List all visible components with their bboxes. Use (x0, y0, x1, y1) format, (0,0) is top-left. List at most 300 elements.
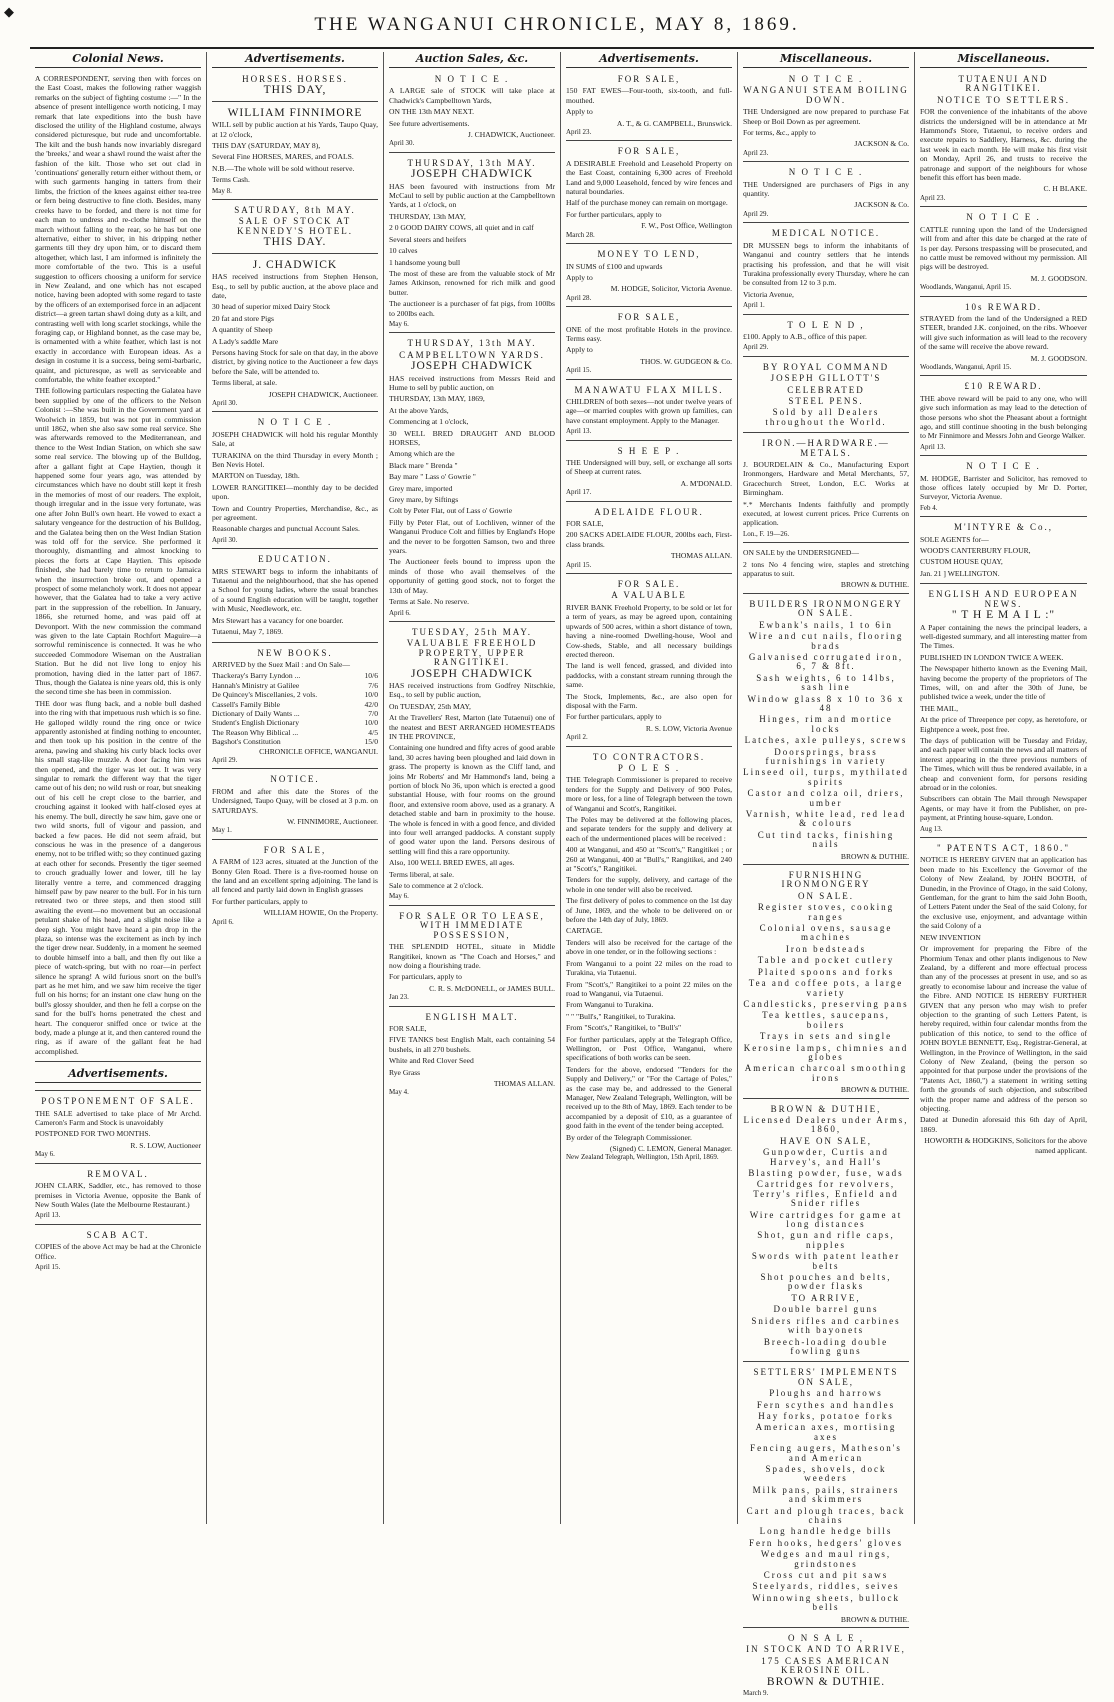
ad-subtitle: Licensed Dealers under Arms, 1860, (743, 1114, 909, 1135)
advertisement (389, 625, 555, 906)
ad-text: Tenders will also be received for the cartage of the above in one tender, or in the following sections : (566, 937, 732, 957)
ad-title: POSTPONEMENT OF SALE. (41, 1096, 195, 1107)
ad-text: RIVER BANK Freehold Property, to be sold or let for a term of years, as may be agreed upon, containing upwards of 500 acres, within a short distance of town, having a nine-roomed Dwelling-house, Wool and Cow-sheds, Stable, and all necessary buildings erected thereon. (566, 602, 732, 659)
book-title: Bagshot's Constitution (212, 737, 281, 747)
advertisement (566, 72, 732, 141)
advertisement (743, 546, 909, 594)
ad-text: COPIES of the above Act may be had at the Chronicle Office. (35, 1242, 201, 1261)
ad-text: Also, 100 WELL BRED EWES, all ages. (389, 858, 515, 868)
ad-text: Subscribers can obtain The Mail through Newspaper Agents, or may have it from the Publisher, on pre-payment, at Printing house-square, London. (920, 794, 1087, 823)
ad-text: Apply to (566, 272, 593, 282)
ad-text: Filly by Peter Flat, out of Lochliven, winner of the Wanganui Produce Colt and fillies by England's Hope and the never to be forgotten Samson, two and three years. (389, 517, 555, 556)
ad-subtitle: Wire cartridges for game at long distances (749, 1209, 903, 1230)
advertisement (566, 505, 732, 574)
ad-subtitle: JOSEPH GILLOTT'S (770, 373, 882, 384)
ad-text: THE Undersigned are now prepared to purchase Fat Sheep or Boil Down as per agreement. (743, 107, 909, 126)
ad-text: MARTON on Tuesday, 18th. (212, 471, 300, 481)
ad-text: Half of the purchase money can remain on mortgage. (566, 198, 728, 208)
ad-text: A LARGE sale of STOCK will take place at Chadwick's Campbelltown Yards, (389, 86, 555, 105)
book-title: Thackeray's Barry Lyndon ... (212, 671, 301, 681)
advertisement (920, 520, 1087, 584)
ad-text: At the Travellers' Rest, Marton (late Tutaenui) one of the neatest and BEST ARRANGED HOMESTEADS IN THE PROVINCE, (389, 713, 555, 741)
ad-title: £10 REWARD. (964, 381, 1043, 392)
ad-date: May 6. (389, 892, 409, 901)
ad-title: THURSDAY, 13th MAY. (407, 338, 537, 349)
ad-subtitle: Fencing augers, Matheson's and American (750, 1443, 902, 1463)
ad-subtitle: P O L E S . (617, 762, 681, 773)
column-6 (915, 52, 1092, 1524)
ad-date: May 8. (212, 186, 232, 195)
ad-headline: JOSEPH CHADWICK (410, 168, 534, 181)
ad-signature: M. HODGE, Solicitor, Victoria Avenue. (610, 284, 732, 294)
ad-text: Grey mare, imported (389, 483, 453, 493)
ad-text: For terms, &c., apply to (743, 128, 816, 138)
advertisement (743, 360, 909, 433)
ad-date: April 29. (212, 755, 238, 764)
ad-signature: THOMAS ALLAN. (493, 1078, 555, 1088)
advertisement (212, 203, 378, 254)
ad-text: 30 WELL BRED DRAUGHT AND BLOOD HORSES, (389, 428, 555, 447)
ad-text: Colt by Peter Flat, out of Lass o' Gowrie (389, 506, 513, 516)
ad-subtitle: CELEBRATED (787, 384, 865, 395)
ad-text: SOLE AGENTS for— (920, 534, 989, 544)
book-title: De Quincey's Miscellanies, 2 vols. (212, 690, 318, 700)
advertisement (566, 577, 732, 747)
ad-title: BUILDERS IRONMONGERY ON SALE. (749, 598, 903, 619)
price-row (212, 681, 378, 690)
advertisement (920, 300, 1087, 377)
ad-date: May 6. (389, 319, 409, 328)
ad-subtitle: Ploughs and harrows (769, 1388, 883, 1399)
ad-date: April 23. (743, 148, 769, 157)
ad-text: FOR SALE, (566, 519, 604, 529)
ad-text: The Auctioneer feels bound to impress upon the minds of those who avail themselves of the opportunity of getting good stock, not to forget the 13th of May. (389, 557, 555, 595)
section-heading: Advertisements. (35, 1067, 201, 1083)
advertisement (212, 415, 378, 549)
ad-subtitle: Swords with patent leather belts (751, 1251, 901, 1271)
ad-text: At the above Yards, (389, 405, 449, 415)
ad-text: CHILDREN of both sexes—not under twelve years of age—or married couples with grown up families, can have constant employment. Apply to the Manager. (566, 396, 732, 425)
ad-text: ON SALE by the UNDERSIGNED— (743, 548, 860, 558)
ad-text: Town and Country Properties, Merchandise, &c., as per agreement. (212, 503, 378, 523)
ad-subtitle: Double barrel guns (773, 1304, 879, 1315)
price-row (212, 671, 378, 680)
ad-text: FROM and after this date the Stores of the Undersigned, Taupo Quay, will be closed at 3 p.m. on SATURDAYS. (212, 786, 378, 815)
ad-subtitle: Tea and coffee pots, a large variety (748, 978, 904, 998)
ad-signature: JACKSON & Co. (854, 200, 909, 210)
ad-text: At the price of Threepence per copy, as heretofore, or Eightpence a week, post free. (920, 715, 1087, 734)
ad-subtitle: Wire and cut nails, flooring brads (748, 631, 904, 651)
ad-text: THIS DAY (SATURDAY, MAY 8), (212, 141, 321, 151)
ad-title: MONEY TO LEND, (597, 249, 701, 260)
ad-text: POSTPONED FOR TWO MONTHS. (35, 1129, 151, 1139)
advertisement (743, 226, 909, 314)
ad-text: The first delivery of poles to commence on the 1st day of June, 1869, and the whole to be delivered on or before the 14th day of July, 1869. (566, 896, 732, 925)
advertisement (566, 144, 732, 244)
ad-signature: M. J. GOODSON. (1030, 273, 1087, 283)
ad-signature: R. S. LOW, Auctioneer (130, 1140, 201, 1150)
column-heading: Miscellaneous. (920, 52, 1087, 68)
ad-text: JOSEPH CHADWICK will hold his regular Monthly Sale, at (212, 429, 378, 449)
ad-subtitle: Table and pocket cutlery (757, 955, 895, 966)
ad-title: BROWN & DUTHIE, (770, 1103, 882, 1114)
book-price: 10/0 (364, 718, 378, 728)
advertisement (743, 436, 909, 543)
ad-text: STRAYED from the land of the Undersigned a RED STEER, branded J.K. conjoined, on the ribs. Whoever will give such information as will lead to the recovery of the same will receive the above reward. (920, 313, 1087, 352)
ad-text: For further particulars, apply to (212, 896, 308, 906)
ad-text: The Newspaper hitherto known as the Evening Mail, having become the property of the proprietors of The Times, will, on and after the 30th of June, be published twice a week, under the title of (920, 664, 1087, 702)
column-heading: Advertisements. (566, 52, 732, 68)
ad-signature: CHRONICLE OFFICE, WANGANUI. (259, 746, 378, 756)
ad-text: A CORRESPONDENT, serving then with forces on the East Coast, makes the following rather waggish remarks on the subject of fighting costume :—" In the absence of present intelligence worth noticing, I may remark that late expeditions into the bush have disclosed the utility of the Highland costume, always considered picturesque, but rude and uncomfortable. The kilt and the bush hands now invariably disregard the 'breeks,' and wear a shawl round the waist after the fashion of the kilt. Those who set out clad in 'continuations' generally return either without them, or with such garments hanging in tatters from their limbs, the friction of the knees against either tea-tree or fern being destructive to fine cloth. Besides, many creeks have to be forded, and there is not time for each man to undress and re-clothe himself on the march without falling to the rear, so he has but one alternative, either to shiver, in his dripping nether garments till they dry upon him, or to discard them altogether, which last, I am informed is infinitely the more comfortable of the two. This is a useful suggestion to officers choosing a uniform for service in New Zealand, and one which has not escaped notice, having been adopted with some regard to taste by the officers of an extemporised force in an adjacent district—a green tartan shawl doing duty as a kilt, and contrasting well with long scarlet stockings, while the foraging cap, or Highland bonnet, as the case may be, is ornamented with a white feather, which last is not exactly in accordance with European ideas. As a design in costume it is a success, being semi-barbaric, quaint, and picturesque, as well as serviceable and comfortable, the white feather excepted." (35, 74, 201, 384)
column-1 (30, 52, 207, 1524)
ad-text: 20 fat and store Pigs (212, 313, 275, 323)
book-title: Dictionary of Daily Wants ... (212, 708, 300, 718)
ad-text: £100. Apply to A.B., office of this paper. (743, 331, 867, 341)
ad-text: THE MAIL, (920, 703, 958, 713)
ad-headline: " T H E M A I L :" (951, 609, 1056, 622)
ad-subtitle: HAVE ON SALE, (779, 1135, 873, 1146)
advertisement (389, 1010, 555, 1101)
column-heading: Advertisements. (212, 52, 378, 68)
ad-subtitle: Iron bedsteads (785, 943, 867, 954)
column-3 (384, 52, 561, 1524)
ad-title: TUESDAY, 25th MAY. (411, 626, 533, 637)
ad-subtitle: Doorsprings, brass furnishings in variety (765, 746, 887, 766)
book-title: Hannah's Ministry at Galilee (212, 680, 300, 690)
ad-subtitle: NOTICE TO SETTLERS. (937, 94, 1070, 105)
ad-subtitle: STEEL PENS. (788, 395, 864, 406)
ad-text: 200 SACKS ADELAIDE FLOUR, 200lbs each, First-class brands. (566, 530, 732, 549)
ad-text: Several steers and heifers (389, 234, 467, 244)
ad-signature: C. R. S. McDONELL, or JAMES BULL. (429, 983, 555, 993)
ad-text: HAS received instructions from Stephen Henson, Esq., to sell by public auction, at the above place and date, (212, 272, 378, 300)
ad-subtitle: Sold by all Dealers throughout the World. (765, 407, 887, 427)
ad-title: BY ROYAL COMMAND (762, 361, 890, 372)
ad-subtitle: Fern hooks, hedgers' gloves (748, 1537, 904, 1548)
ad-subtitle: Varnish, white lead, red lead & colours (745, 809, 907, 829)
ad-title: ENGLISH AND EUROPEAN NEWS. (928, 589, 1079, 609)
advertisement (743, 1365, 909, 1628)
advertisement (743, 1631, 909, 1701)
ad-text: For further particulars, apply to (566, 712, 662, 722)
column-2 (207, 52, 384, 1524)
ad-text: THE Undersigned will buy, sell, or exchange all sorts of Sheep at current rates. (566, 458, 732, 477)
ad-headline: THIS DAY. (263, 236, 327, 249)
ad-date: Jan 23. (389, 993, 409, 1002)
ad-title: N O T I C E . (966, 212, 1041, 223)
ad-signature: BROWN & DUTHIE. (840, 1085, 909, 1095)
ad-title: TUTAENUI AND RANGITIKEI. (958, 74, 1049, 94)
ad-text: JOHN CLARK, Saddler, etc., has removed to those premises in Victoria Avenue, opposite the Bank of New South Wales (late the Melbourne Restaurant.) (35, 1181, 201, 1209)
ad-text: For further particulars, apply to (566, 209, 662, 219)
ad-date: April 30. (212, 535, 238, 544)
ad-text: Apply to (566, 107, 593, 117)
ad-title: O N S A L E , (788, 1633, 864, 1644)
ad-text: A DESIRABLE Freehold and Leasehold Property on the East Coast, containing 6,300 acres of Freehold Land and 9,000 Leasehold, fenced by wire fences and natural boundaries. (566, 158, 732, 197)
ad-title: SETTLERS' IMPLEMENTS ON SALE, (753, 1367, 899, 1387)
advertisement (743, 868, 909, 1099)
advertisement (35, 1167, 201, 1225)
ad-subtitle: Shot pouches and belts, powder flasks (760, 1272, 892, 1292)
ad-date: April 15. (35, 1262, 61, 1271)
ad-text: The most of these are from the valuable stock of Mr James Atkinson, renowned for rich milk and good butter. (389, 268, 555, 297)
book-title: Cassell's Family Bible (212, 699, 281, 709)
ad-subtitle: Hinges, rim and mortice locks (759, 714, 893, 734)
ad-signature: BROWN & DUTHIE. (840, 1614, 909, 1624)
ad-text: Black mare " Brenda " (389, 460, 458, 470)
ad-date: Feb 4. (920, 503, 938, 512)
ad-subtitle: A VALUABLE (611, 590, 687, 601)
ad-signature: J. CHADWICK, Auctioneer. (467, 130, 555, 140)
ad-date: April 29. (743, 343, 769, 352)
ad-title: T O L E N D , (787, 319, 865, 330)
column-heading: Miscellaneous. (743, 52, 909, 68)
ad-signature: BROWN & DUTHIE. (840, 851, 909, 861)
ad-title: M'INTYRE & Co., (953, 522, 1054, 533)
ad-text: See future advertisements. (389, 118, 470, 128)
ad-subtitle: Cut tind tacks, finishing nails (757, 829, 895, 850)
book-price: 15/0 (364, 737, 378, 747)
ad-text: CUSTOM HOUSE QUAY, (920, 557, 1003, 567)
ad-title: FOR SALE, (617, 312, 681, 323)
ad-subtitle: Blasting powder, fuse, wads (748, 1168, 904, 1178)
ad-text: 400 at Wanganui, and 450 at "Scott's," Rangitikei ; or 260 at Wanganui, 400 at "Bull's," Rangitikei, and 240 at "Scott's," Rangitikei. (566, 845, 732, 874)
ad-subtitle: ON SALE. (798, 890, 854, 901)
ad-title: NOTICE. (270, 774, 320, 785)
ad-date: April 13. (35, 1211, 61, 1220)
ad-text: A FARM of 123 acres, situated at the Junction of the Bonny Glen Road. There is a five-roomed house on the land and an excellent spring adjoining. The land is all fenced and partly laid down in English grasses (212, 857, 378, 895)
ad-text: Terms at Sale. No reserve. (389, 597, 470, 607)
ad-date: March 28. (566, 230, 595, 239)
ad-subtitle: Colonial ovens, sausage machines (759, 923, 893, 943)
ad-title: N O T I C E . (434, 74, 510, 84)
masthead-rule (30, 47, 1094, 49)
ad-text: Dated at Dunedin aforesaid this 6th day of April, 1869. (920, 1115, 1087, 1134)
ad-headline: THIS DAY, (263, 84, 327, 97)
ad-subtitle: Window glass 8 x 10 to 36 x 48 (747, 693, 905, 713)
ad-text: By order of the Telegraph Commissioner. (566, 1132, 692, 1142)
ad-text: Among which are the (389, 449, 455, 459)
ad-title: NEW BOOKS. (257, 647, 333, 658)
advertisement (212, 646, 378, 770)
ad-subtitle: Ewbank's nails, 1 to 6in (759, 619, 893, 630)
ad-title: REMOVAL. (87, 1168, 149, 1179)
ad-title: FOR SALE, (617, 74, 681, 84)
ad-text: Grey mare, by Siftings (389, 495, 459, 505)
ad-subtitle: Cart and plough traces, back chains (746, 1505, 906, 1525)
ad-date: April 13. (920, 442, 946, 451)
ad-text: From "Scott's," Rangitikei, to "Bull's" (566, 1023, 682, 1033)
ad-title: FOR SALE. (617, 579, 681, 590)
ad-title: IRON.—HARDWARE.—METALS. (762, 438, 890, 458)
ad-signature: A. M'DONALD. (680, 478, 732, 488)
ad-date: New Zealand Telegraph, Wellington, 15th April, 1869. (566, 1153, 719, 1162)
ad-subtitle: Hay forks, potatoe forks (758, 1410, 894, 1421)
ad-text: A Paper containing the news the principal leaders, a well-digested summary, and all interesting matter from The Times. (920, 622, 1087, 651)
ad-date: Woodlands, Wanganui, April 15. (920, 283, 1012, 292)
ad-subtitle: Register stoves, cooking ranges (757, 902, 895, 922)
ad-date: April 17. (566, 488, 592, 497)
ad-title: " PATENTS ACT, 1860." (936, 843, 1071, 854)
advertisement (212, 552, 378, 642)
ad-date: April 29. (743, 209, 769, 218)
ad-text: WILL sell by public auction at his Yards, Taupo Quay, at 12 o'clock, (212, 120, 378, 139)
book-price: 7/6 (368, 680, 378, 690)
ad-subtitle: SALE OF STOCK AT KENNEDY'S HOTEL. (236, 216, 354, 236)
ad-subtitle: Tea kettles, saucepans, boilers (762, 1010, 890, 1030)
ad-text: 150 FAT EWES—Four-tooth, six-tooth, and full-mouthed. (566, 86, 732, 105)
advertisement (389, 156, 555, 334)
ad-subtitle: Candlesticks, preserving pans (743, 998, 909, 1009)
ad-signature: THOMAS ALLAN. (670, 551, 732, 561)
ad-date: May 4. (389, 1088, 409, 1097)
ad-signature: BROWN & DUTHIE. (840, 580, 909, 590)
ad-text: NOTICE IS HEREBY GIVEN that an application has been made to his Excellency the Governor of the Colony of New Zealand, by JOHN BOOTH, of Dunedin, in the Province of Otago, in the said Colony, Gentleman, for the grant to him the said John Booth, of Letters Patent under the Seal of the said Colony, for the exclusive use, enjoyment, and advantage within the said Colony of a (920, 855, 1087, 931)
ad-title: MEDICAL NOTICE. (771, 228, 881, 239)
advertisement (212, 772, 378, 839)
ad-subtitle: VALUABLE FREEHOLD PROPERTY, UPPER RANGITIKEI. (406, 638, 538, 668)
ad-text: Rye Grass (389, 1067, 421, 1077)
price-row (212, 700, 378, 709)
ad-title: ADELAIDE FLOUR. (594, 506, 704, 517)
ad-subtitle: Breech-loading double fowling guns (763, 1336, 889, 1356)
ad-subtitle: Plaited spoons and forks (757, 966, 895, 977)
ad-date: April 2. (566, 733, 588, 742)
column-heading: Colonial News. (35, 52, 201, 68)
ad-title: N O T I C E . (788, 167, 864, 178)
ad-date: April 15. (566, 366, 592, 375)
ad-subtitle: Sniders rifles and carbines with bayonets (751, 1315, 901, 1336)
ad-text: THURSDAY, 13th MAY, 1869, (389, 394, 485, 404)
ad-text: Containing one hundred and fifty acres of good arable land, 30 acres having been ploughed and laid down in grass. The property is known as the Cliff land, and joins Mr Roberts' and Mr Hammond's land, being a portion of block No 36, upon which is erected a good substantial House, with four rooms on the ground floor, and extensive room above, used as a granary. A detached stable and barn in proximity to the house. The whole is fenced in with a good fence, and divided into four well arranged paddocks. A constant supply of good water upon the land. Persons desirous of settling will find this a rare opportunity. (389, 743, 555, 856)
ad-subtitle: Shot, gun and rifle caps, nipples (757, 1230, 895, 1250)
ad-text: Terms liberal, at sale. (212, 378, 278, 388)
ad-text: White and Red Clover Seed (389, 1056, 474, 1066)
price-row (212, 690, 378, 699)
ad-text: CATTLE running upon the land of the Undersigned will from and after this date be charged at the rate of 1s per day. Persons trespassing will be prosecuted, and no cattle must be removed without my permission. All pigs will be destroyed. (920, 224, 1087, 272)
ad-subtitle: Winnowing sheets, bullock bells (752, 1592, 900, 1613)
advertisement (389, 72, 555, 153)
ad-text: THE above reward will be paid to any one, who will give such information as may lead to the detection of those persons who shot the Pheasant about a fortnight ago, and still continue shooting in the bush belonging to Mr Finnimore and Messrs John and George Walker. (920, 393, 1087, 441)
ad-text: Several Fine HORSES, MARES, and FOALS. (212, 152, 354, 162)
ad-text: THE Telegraph Commissioner is prepared to receive tenders for the Supply and Delivery of 900 Poles, more or less, for a line of Telegraph between the town of Wanganui and Scott's, Rangitikei. (566, 775, 732, 813)
ad-title: FOR SALE OR TO LEASE, WITH IMMEDIATE POSSESSION, (399, 910, 545, 940)
ad-text: Sale to commence at 2 o'clock. (389, 881, 484, 891)
ad-headline: WILLIAM FINNIMORE (227, 106, 363, 119)
ad-date: Lon., F. 19—26. (743, 529, 790, 538)
ad-title: FOR SALE, (263, 844, 327, 855)
column-5 (738, 52, 915, 1698)
ad-subtitle: TO ARRIVE, (791, 1292, 861, 1303)
advertisement (212, 843, 378, 930)
advertisement (920, 210, 1087, 296)
ad-subtitle: WANGANUI STEAM BOILING DOWN. (743, 85, 909, 105)
advertisement (566, 383, 732, 441)
advertisement (743, 318, 909, 357)
ad-text: ARRIVED by the Suez Mail : and On Sale— (212, 659, 350, 669)
ad-text: Jan. 21 ] WELLINGTON. (920, 568, 1000, 578)
ad-text: From Wanganui to a point 22 miles on the road to Turakina, via Tutaenui. (566, 958, 732, 978)
ad-text: M. HODGE, Barrister and Solicitor, has removed to those offices lately occupied by Mr D. Porter, Surveyor, Victoria Avenue. (920, 473, 1087, 502)
ad-headline: JOSEPH CHADWICK (410, 360, 534, 373)
ad-text: Terms Cash. (212, 175, 250, 185)
advertisement (920, 72, 1087, 207)
advertisement (389, 336, 555, 622)
ad-text: Mrs Stewart has a vacancy for one boarder. (212, 615, 344, 625)
ad-subtitle: 175 CASES AMERICAN KEROSINE OIL. (761, 1655, 891, 1676)
ad-text: J. BOURDELAIN & Co., Manufacturing Export Ironmongers, Hardware and Metal Merchants, 57, Gracechurch Street, London, E.C. Works at Birmingham. (743, 460, 909, 498)
ad-title: EDUCATION. (258, 554, 332, 565)
ad-date: May 6. (35, 1150, 55, 1159)
columns (30, 52, 1096, 1698)
ad-subtitle: Spades, shovels, dock weeders (765, 1463, 887, 1484)
ad-date: April 30. (389, 139, 415, 148)
ad-text: For further particulars, apply at the Telegraph Office, Wellington, or Post Office, Wanganui, where specifications of both works can be seen. (566, 1034, 732, 1063)
ad-text: MRS STEWART begs to inform the inhabitants of Tutaenui and the neighbourhood, that she has opened a School for young ladies, where the usual branches of a sound English education will be taught, together with Music, Needlework, etc. (212, 566, 378, 614)
page-mark: ◆ (4, 4, 14, 19)
ad-title: 10s REWARD. (964, 301, 1042, 312)
advertisement (566, 750, 732, 1166)
ad-text: Tenders for the supply, delivery, and cartage of the whole in one tender will also be received. (566, 875, 732, 894)
ad-subtitle: Linseed oil, turps, mythilated spirits (743, 767, 909, 787)
ad-date: April 1. (743, 301, 765, 310)
ad-subtitle: Trays in sets and single (759, 1031, 893, 1042)
advertisement (566, 444, 732, 502)
ad-subtitle: IN STOCK AND TO ARRIVE, (746, 1644, 906, 1655)
ad-text: LOWER RANGITIKEI—monthly day to be decided upon. (212, 482, 378, 502)
price-row (212, 728, 378, 737)
ad-text: THURSDAY, 13th MAY, (389, 211, 466, 221)
ad-signature: HOWORTH & HODGKINS, Solicitors for the above named applicant. (924, 1136, 1087, 1155)
ad-text: THE SPLENDID HOTEL, situate in Middle Rangitikei, known as "The Coach and Horses," and now doing a flourishing trade. (389, 942, 555, 970)
book-price: 42/0 (364, 699, 378, 709)
ad-signature: (Signed) C. LEMON, General Manager. (609, 1144, 732, 1153)
ad-title: THURSDAY, 13th MAY. (407, 157, 537, 168)
ad-text: THE following particulars respecting the Galatea have been supplied by one of the officers to the Nelson Colonist :—She was built in the Government yard at Woolwich in 1859, but was not put in commission until 1862, when she also saw some real service. She was afterwards removed to the Mediterranean, and thence to the West Indian Station, on which she saw some real service. The blowing up of the Bulldog, after a gallant fight at Cape Haytien, though it happened some four years ago, was attended by circumstances which have no doubt still kept it fresh in the memories of most of our readers. The exploit, though irregular and in the issue very fortunate, was one after John Bull's own heart. He vowed to exact a salutary vengeance for the destruction of his Bulldog, and the Galatea being then on the West Indian Station was told off for the service. She performed it thoroughly, dismantling and almost knocking to pieces the forts at Cape Haytien. This episode finished, she had barely time to return to Jamaica when the insurrection broke out, and opened a prospect of some melancholy work. It does not appear however, that the Galatea had to take a very active part in the suppression of the rebellion. In January, 1866, she returned home, and was paid off at Devonport. With the new commission the command was given to the late Captain Rochfort Maguire—a sorrowful reminiscence is connected. It was he who succeeded Commodore Wiseman on the Australian Station. But he did not live long to enjoy his promotion, having died in the latter part of 1867. Thus, though the Galatea is nine years old, this is only the second time she has been in commission. (35, 386, 201, 697)
ad-subtitle: Milk pans, pails, strainers and skimmers (752, 1484, 900, 1505)
ad-text: Persons having Stock for sale on that day, in the above district, by giving notice to the Auctioneer a few days before the Sale, will be attended to. (212, 347, 378, 376)
ad-title: TO CONTRACTORS. (592, 751, 706, 762)
ad-text: Apply to (566, 345, 593, 355)
ad-date: April 23. (920, 193, 946, 202)
price-row (212, 737, 378, 746)
ad-text: A Lady's saddle Mare (212, 336, 279, 346)
ad-signature: F. W., Post Office, Wellington (641, 221, 732, 231)
book-title: Student's English Dictionary (212, 718, 300, 728)
advertisement (920, 379, 1087, 456)
ad-text: The Poles may be delivered at the following places, and separate tenders for the supply and delivery at each of the undermentioned places will be received : (566, 815, 732, 843)
ad-text: HAS received instructions from Godfrey Nitschkie, Esq., to sell by public auction, (389, 680, 555, 700)
ad-date: April 6. (389, 608, 411, 617)
ad-headline: BROWN & DUTHIE. (766, 1675, 886, 1688)
ad-date: April 6. (212, 917, 234, 926)
ad-subtitle: Long handle hedge bills (759, 1526, 893, 1537)
advertisement (743, 165, 909, 223)
ad-signature: C. H BLAKE. (1043, 184, 1087, 194)
ad-text: The days of publication will be Tuesday and Friday, and each paper will contain the news and all matters of interest appearing in the three previous numbers of The Times, which will thus be rendered available, in a cheap and convenient form, for persons residing abroad or in the colonies. (920, 735, 1087, 792)
ad-title: MANAWATU FLAX MILLS. (574, 384, 724, 395)
advertisement (920, 587, 1087, 838)
ad-text: 10 calves (389, 246, 418, 256)
ad-text: PUBLISHED IN LONDON TWICE A WEEK. (920, 652, 1064, 662)
advertisement (212, 257, 378, 413)
price-row (212, 709, 378, 718)
ad-text: FIVE TANKS best English Malt, each containing 54 bushels, in all 270 bushels. (389, 1035, 555, 1054)
book-price: 7/0 (368, 708, 378, 718)
ad-signature: THOS. W. GUDGEON & Co. (640, 356, 732, 366)
ad-date: April 30. (212, 398, 238, 407)
